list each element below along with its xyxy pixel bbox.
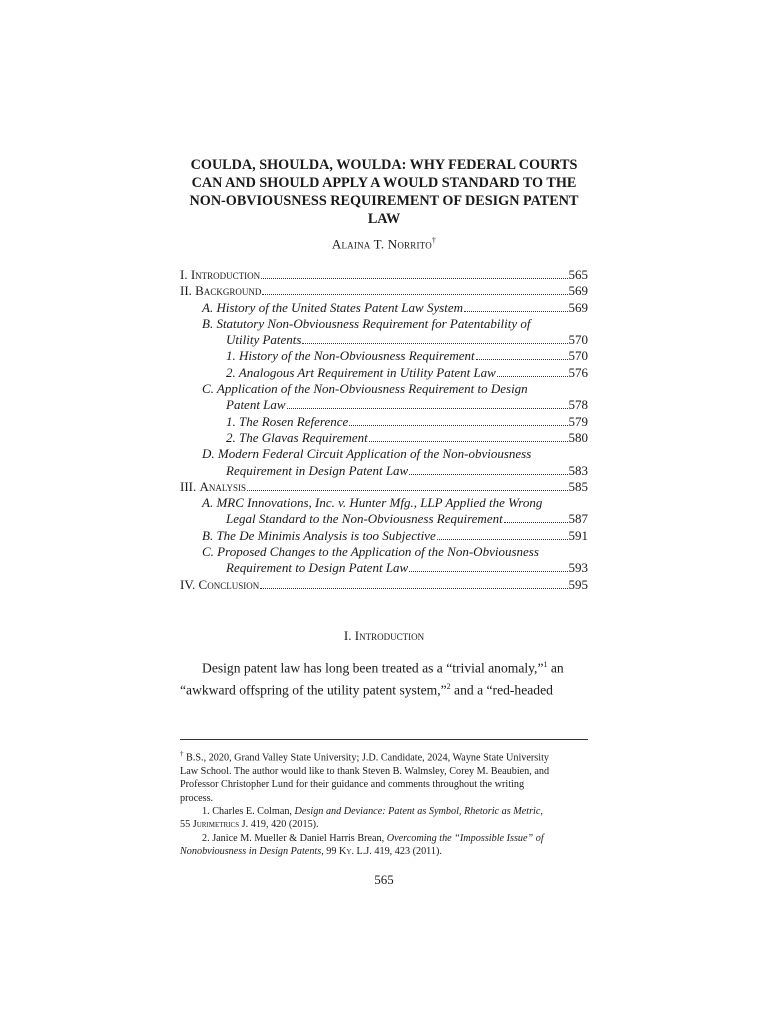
author-name-block — [180, 236, 588, 252]
toc-entry-page: 580 — [568, 429, 588, 445]
toc-entry-label: Patent Law — [226, 397, 286, 413]
body-paragraph — [180, 656, 588, 699]
toc-entry-page: 570 — [568, 348, 588, 364]
toc-entry-label: I. Introduction — [180, 267, 261, 282]
toc-leader-dots — [349, 414, 567, 426]
toc-entry-label: B. The De Minimis Analysis is too Subjective — [202, 527, 436, 543]
toc-entry-label: Utility Patents — [226, 332, 302, 348]
footnote-1: 1. Charles E. Colman, Design and Deviance: Patent as Symbol, Rhetoric as Metric, 55 Jurimetrics J. 419, 420 (2015). — [180, 806, 543, 831]
toc-leader-dots — [287, 397, 568, 409]
toc-entry-label: Requirement to Design Patent Law — [226, 560, 409, 576]
toc-entry-label: B. Statutory Non-Obviousness Requirement for Patentability of — [202, 315, 531, 331]
toc-leader-dots — [476, 348, 568, 360]
toc-entry — [180, 577, 588, 593]
toc-entry — [180, 446, 588, 462]
toc-entry-page: 569 — [568, 283, 588, 299]
footnote-divider — [180, 739, 588, 740]
toc-entry-page: 585 — [568, 478, 588, 494]
toc-entry — [180, 430, 588, 446]
toc-entry — [180, 267, 588, 283]
toc-entry-continuation — [180, 560, 588, 576]
toc-leader-dots — [261, 267, 567, 279]
toc-leader-dots — [464, 300, 567, 312]
toc-entry-page: 591 — [568, 527, 588, 543]
toc-entry — [180, 495, 588, 511]
toc-entry-label: IV. Conclusion — [180, 576, 260, 592]
toc-entry-page: 595 — [568, 576, 588, 592]
footnotes — [180, 748, 588, 859]
toc-entry-label: A. MRC Innovations, Inc. v. Hunter Mfg., LLP Applied the Wrong — [202, 495, 543, 511]
toc-entry — [180, 365, 588, 381]
title-line: COULDA, SHOULDA, WOULDA: WHY FEDERAL COURTS — [190, 157, 578, 173]
toc-entry — [180, 316, 588, 332]
toc-entry-page: 587 — [568, 511, 588, 527]
toc-entry-label: C. Proposed Changes to the Application of the Non-Obviousness — [202, 544, 539, 560]
toc-entry-page: 570 — [568, 332, 588, 348]
toc-entry-label: 1. The Rosen Reference — [226, 413, 349, 429]
toc-entry-label: C. Application of the Non-Obviousness Requirement to Design — [202, 381, 528, 397]
toc-leader-dots — [302, 332, 567, 344]
toc-leader-dots — [260, 577, 567, 589]
toc-leader-dots — [409, 560, 567, 572]
toc-entry — [180, 544, 588, 560]
toc-entry — [180, 283, 588, 299]
toc-entry-continuation — [180, 397, 588, 413]
toc-entry-label: 2. Analogous Art Requirement in Utility Patent Law — [226, 364, 496, 380]
title-line: NON-OBVIOUSNESS REQUIREMENT OF DESIGN PATENT — [189, 193, 579, 209]
toc-leader-dots — [262, 283, 567, 295]
footnote-ref[interactable]: 1 — [543, 660, 548, 669]
toc-entry-page: 578 — [568, 397, 588, 413]
footnote-2: 2. Janice M. Mueller & Daniel Harris Brean, Overcoming the “Impossible Issue” of Nonobviousness in Design Patents, 99 Ky. L.J. 419, 423 (2011). — [180, 832, 544, 858]
footnote-ref[interactable]: 2 — [446, 681, 451, 691]
toc-entry-page: 576 — [568, 364, 588, 380]
toc-entry-page: 565 — [568, 267, 588, 282]
toc-leader-dots — [497, 365, 568, 377]
title-line: LAW — [367, 211, 401, 227]
toc-leader-dots — [504, 511, 568, 523]
section-heading: I. Introduction — [343, 628, 425, 643]
toc-entry-label: A. History of the United States Patent Law System — [202, 299, 464, 315]
article-title — [180, 156, 588, 228]
toc-entry-label: 1. History of the Non-Obviousness Requirement — [226, 348, 475, 364]
page-number: 565 — [374, 872, 394, 887]
toc-entry — [180, 479, 588, 495]
footnote-dagger: † B.S., 2020, Grand Valley State University; J.D. Candidate, 2024, Wayne State University Law School. The author would like to thank Steven B. Walmsley, Corey M. Beaubien, and Professor Christopher Lund for their guidance and comments throughout the writing process. — [180, 750, 550, 804]
toc-entry — [180, 300, 588, 316]
toc-entry-continuation — [180, 511, 588, 527]
toc-entry-page: 569 — [568, 299, 588, 315]
author-footnote-mark: † — [431, 236, 437, 245]
toc-leader-dots — [409, 463, 567, 475]
toc-entry-continuation — [180, 463, 588, 479]
toc-entry-page: 579 — [568, 413, 588, 429]
toc-entry — [180, 348, 588, 364]
toc-entry-page: 593 — [568, 560, 588, 576]
paragraph-line: Design patent law has long been treated as a “trivial anomaly,”$^1$ an — [202, 660, 564, 676]
toc-entry — [180, 381, 588, 397]
toc-leader-dots — [247, 479, 568, 491]
toc-entry — [180, 414, 588, 430]
toc-entry-label: 2. The Glavas Requirement — [226, 429, 368, 445]
table-of-contents — [180, 267, 588, 593]
toc-entry-label: Requirement in Design Patent Law — [226, 462, 409, 478]
toc-entry-label: D. Modern Federal Circuit Application of the Non-obviousness — [202, 446, 532, 462]
toc-entry — [180, 528, 588, 544]
toc-leader-dots — [369, 430, 568, 442]
toc-entry-label: Legal Standard to the Non-Obviousness Requirement — [226, 511, 503, 527]
title-line: CAN AND SHOULD APPLY A WOULD STANDARD TO THE — [191, 175, 577, 191]
toc-leader-dots — [437, 528, 568, 540]
toc-entry-page: 583 — [568, 462, 588, 478]
toc-entry-label: III. Analysis — [180, 478, 246, 494]
paragraph-line: “awkward offspring of the utility patent system,”$^2$ and a “red-headed — [180, 681, 553, 698]
toc-entry-continuation — [180, 332, 588, 348]
toc-entry-label: II. Background — [180, 283, 262, 299]
author-name: Alaina T. Norrito — [331, 236, 432, 252]
